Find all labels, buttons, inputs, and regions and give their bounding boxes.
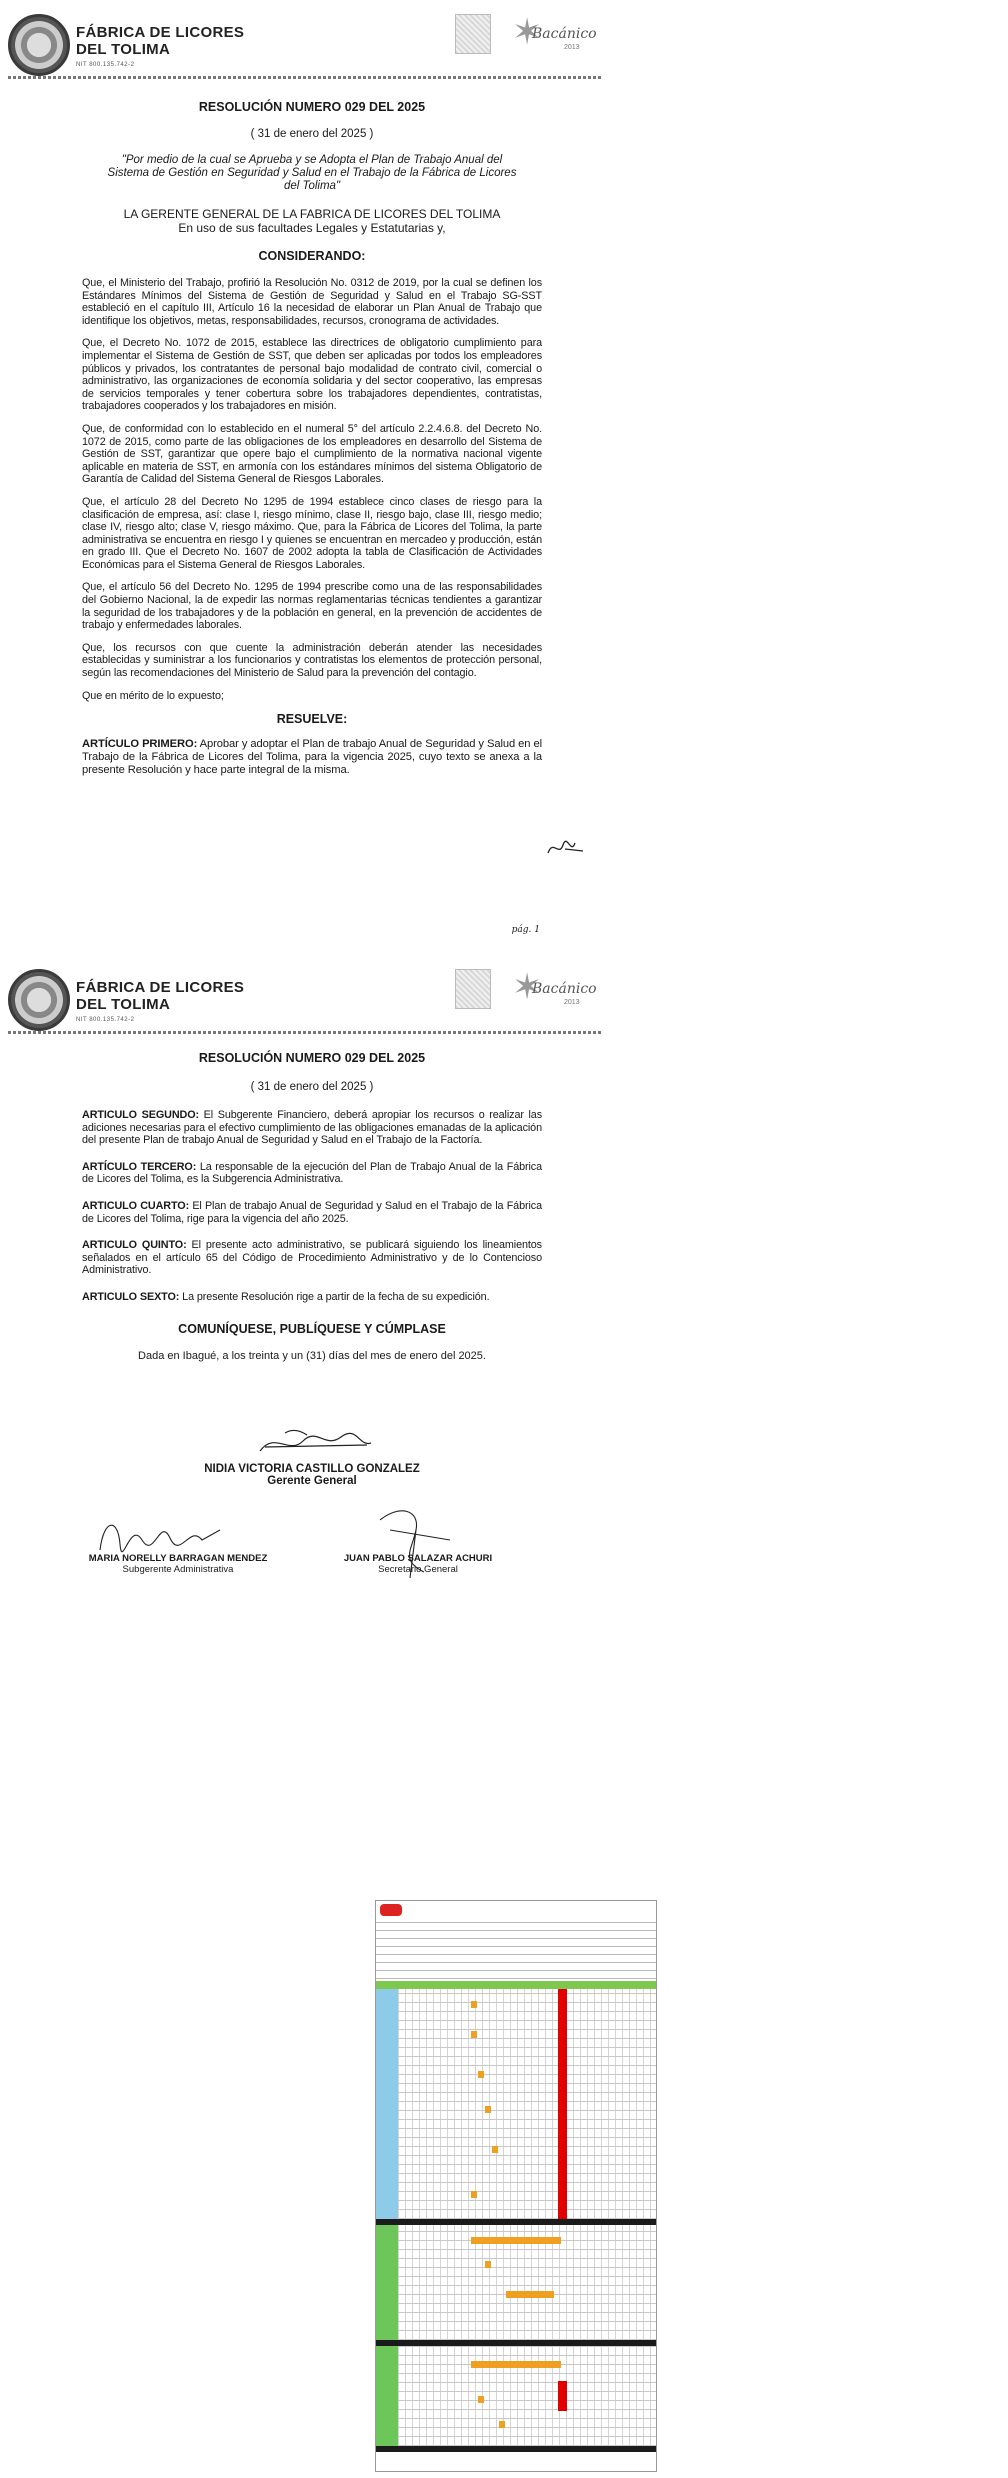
partner-logo xyxy=(455,14,491,54)
comuniquese-heading: COMUNÍQUESE, PUBLÍQUESE Y CÚMPLASE xyxy=(178,1321,446,1336)
main-signer-name: NIDIA VICTORIA CASTILLO GONZALEZ xyxy=(204,1463,420,1475)
page-2-body xyxy=(82,1051,542,1362)
article-fourth: ARTICULO CUARTO: El Plan de trabajo Anual de Seguridad y Salud en el Trabajo de la Fábrica de Licores del Tolima, rige para la vigencia del año 2025. xyxy=(82,1199,542,1225)
paragraph: Que, el Ministerio del Trabajo, profirió la Resolución No. 0312 de 2019, por la cual se definen los Estándares Mínimos del Sistema de Gestión de Seguridad y Salud en el Trabajo SG-SST estableció en el capítulo III, Artículo 16 la necesidad de elaborar un Plan Anual de Trabajo que identifique los objetivos, metas, responsabilidades, recursos, cronograma de actividades. xyxy=(82,277,542,327)
resolution-title: RESOLUCIÓN NUMERO 029 DEL 2025 xyxy=(198,100,426,114)
sheet-red-column xyxy=(558,1989,567,2219)
brand-name: FÁBRICA DE LICORES DEL TOLIMA xyxy=(76,24,245,58)
sheet-section-verificar xyxy=(376,2346,398,2446)
article-fifth: ARTICULO QUINTO: El presente acto administrativo, se publicará siguiendo los lineamientos señalados en el artículo 65 del Código de Procedimiento Administrativo y de lo Contencioso Administrativo. xyxy=(82,1239,542,1277)
page-folio: pág. 1 xyxy=(511,925,540,935)
resuelve-heading: RESUELVE: xyxy=(276,712,348,727)
page-1 xyxy=(0,0,610,948)
resolution-date: ( 31 de enero del 2025 ) xyxy=(250,128,374,140)
sheet-divider xyxy=(376,2446,656,2452)
nit-label: NIT 800.135.742-2 xyxy=(76,1017,135,1023)
header-rule xyxy=(8,1031,602,1034)
letterhead xyxy=(0,955,610,1031)
right-signer-block xyxy=(318,1553,518,1575)
article-third: ARTÍCULO TERCERO: La responsable de la ejecución del Plan de Trabajo Anual de la Fábrica de Licores del Tolima, es la Subgerencia Administrativa. xyxy=(82,1160,542,1186)
authority-block: LA GERENTE GENERAL DE LA FABRICA DE LICORES DEL TOLIMA En uso de sus facultades Legales y Estatutarias y, xyxy=(123,207,501,235)
issue-date-line: Dada en Ibagué, a los treinta y un (31) días del mes de enero del 2025. xyxy=(138,1349,486,1362)
paragraph: Que, el artículo 28 del Decreto No 1295 de 1994 establece cinco clases de riesgo para la clasificación de empresa, así: clase I, riesgo mínimo, clase II, riesgo bajo, clase III, riesgo medio; clase IV, riesgo alto; clase V, riesgo máximo. Que, para la Fábrica de Licores del Tolima, la parte administrativa se encuentra en riesgo I y quienes se encuentran en mercadeo y producción, están en grado III. Que el Decreto No. 1607 de 2002 adopta la tabla de Clasificación de Actividades Económicas para el Sistema General de Riesgos Laborales. xyxy=(82,495,542,571)
paragraph: Que, los recursos con que cuente la administración deberán atender las necesidades establecidas y suministrar a los funcionarios y contratistas los elementos de protección personal, según las recomendaciones del Ministerio de Salud para la prevención del contagio. xyxy=(82,641,542,680)
sheet-section-hacer xyxy=(376,2225,398,2340)
brand-name: FÁBRICA DE LICORES DEL TOLIMA xyxy=(76,979,245,1013)
article-first: ARTÍCULO PRIMERO: Aprobar y adoptar el Plan de trabajo Anual de Seguridad y Salud en el Trabajo de la Fábrica de Licores del Tolima, para la vigencia 2025, cuyo texto se anexa a la presente Resolución y hace parte integral de la misma. xyxy=(82,738,542,777)
sheet-header xyxy=(376,1901,656,1973)
annex-work-plan-sheet xyxy=(375,1900,657,2472)
main-signature xyxy=(255,1425,375,1459)
main-signer-role: Gerente General xyxy=(267,1475,357,1487)
bacanico-logo: ✶ Bacánico 2013 xyxy=(512,11,597,52)
bacanico-logo: ✶ Bacánico 2013 xyxy=(512,966,597,1007)
paragraph: Que, de conformidad con lo establecido en el numeral 5° del artículo 2.2.4.6.8. del Decreto No. 1072 de 2015, como parte de las obligaciones de los empleadores en desarrollo del Sistema de Gestión de SST, garantizar que opere bajo el cumplimiento de la normativa nacional vigente aplicable en materia de SST, en armonía con los estándares mínimos del sistema Obligatorio de Garantía de Calidad del Sistema General de Riesgos Laborales. xyxy=(82,422,542,486)
right-signer-role: Secretario General xyxy=(378,1564,458,1575)
sheet-column-header xyxy=(376,1981,656,1989)
seal-logo xyxy=(8,969,70,1031)
sheet-section-planear xyxy=(376,1989,398,2219)
left-signer-block xyxy=(78,1553,278,1575)
main-signer-block xyxy=(82,1463,542,1487)
resolution-subject: "Por medio de la cual se Aprueba y se Adopta el Plan de Trabajo Anual del Sistema de Gestión en Seguridad y Salud en el Trabajo de la Fábrica de Licores del Tolima" xyxy=(107,154,517,192)
resolution-date: ( 31 de enero del 2025 ) xyxy=(250,1081,374,1093)
considerando-heading: CONSIDERANDO: xyxy=(258,249,366,263)
paragraph: Que, el Decreto No. 1072 de 2015, establece las directrices de obligatorio cumplimiento para implementar el Sistema de Gestión de SST, que deben ser aplicadas por todos los empleadores públicos y privados, los contratantes de personal bajo modalidad de contrato civil, comercial o administrativo, las organizaciones de economía solidaria y del sector cooperativo, las empresas de servicios temporales y tener cobertura sobre los trabajadores dependientes, contratistas, trabajadores cooperados y los trabajadores en misión. xyxy=(82,337,542,413)
partner-logo xyxy=(455,969,491,1009)
article-sixth: ARTICULO SEXTO: La presente Resolución rige a partir de la fecha de su expedición. xyxy=(82,1290,490,1303)
letterhead xyxy=(0,0,610,76)
right-signer-name: JUAN PABLO SALAZAR ACHURI xyxy=(343,1553,493,1564)
sheet-logo xyxy=(380,1904,402,1916)
page-1-body xyxy=(82,100,542,787)
nit-label: NIT 800.135.742-2 xyxy=(76,62,135,68)
left-signer-role: Subgerente Administrativa xyxy=(122,1564,234,1575)
article-second: ARTICULO SEGUNDO: El Subgerente Financiero, deberá apropiar los recursos o realizar las adiciones necesarias para el efectivo cumplimiento de las obligaciones emanadas de la aplicación del presente Plan de trabajo Anual de Seguridad y Salud en el Trabajo de la Factoría. xyxy=(82,1109,542,1147)
resolution-title: RESOLUCIÓN NUMERO 029 DEL 2025 xyxy=(198,1051,426,1065)
closing-line: Que en mérito de lo expuesto; xyxy=(82,689,224,702)
initials-signature xyxy=(545,835,585,861)
page-2 xyxy=(0,955,610,1835)
seal-logo xyxy=(8,14,70,76)
header-rule xyxy=(8,76,602,79)
paragraph: Que, el artículo 56 del Decreto No. 1295 de 1994 prescribe como una de las responsabilidades del Gobierno Nacional, la de expedir las normas reglamentarias técnicas tendientes a garantizar la seguridad de los trabajadores y de la población en general, en la prevención de accidentes de trabajo y enfermedades laborales. xyxy=(82,581,542,632)
left-signer-name: MARIA NORELLY BARRAGAN MENDEZ xyxy=(88,1553,268,1564)
